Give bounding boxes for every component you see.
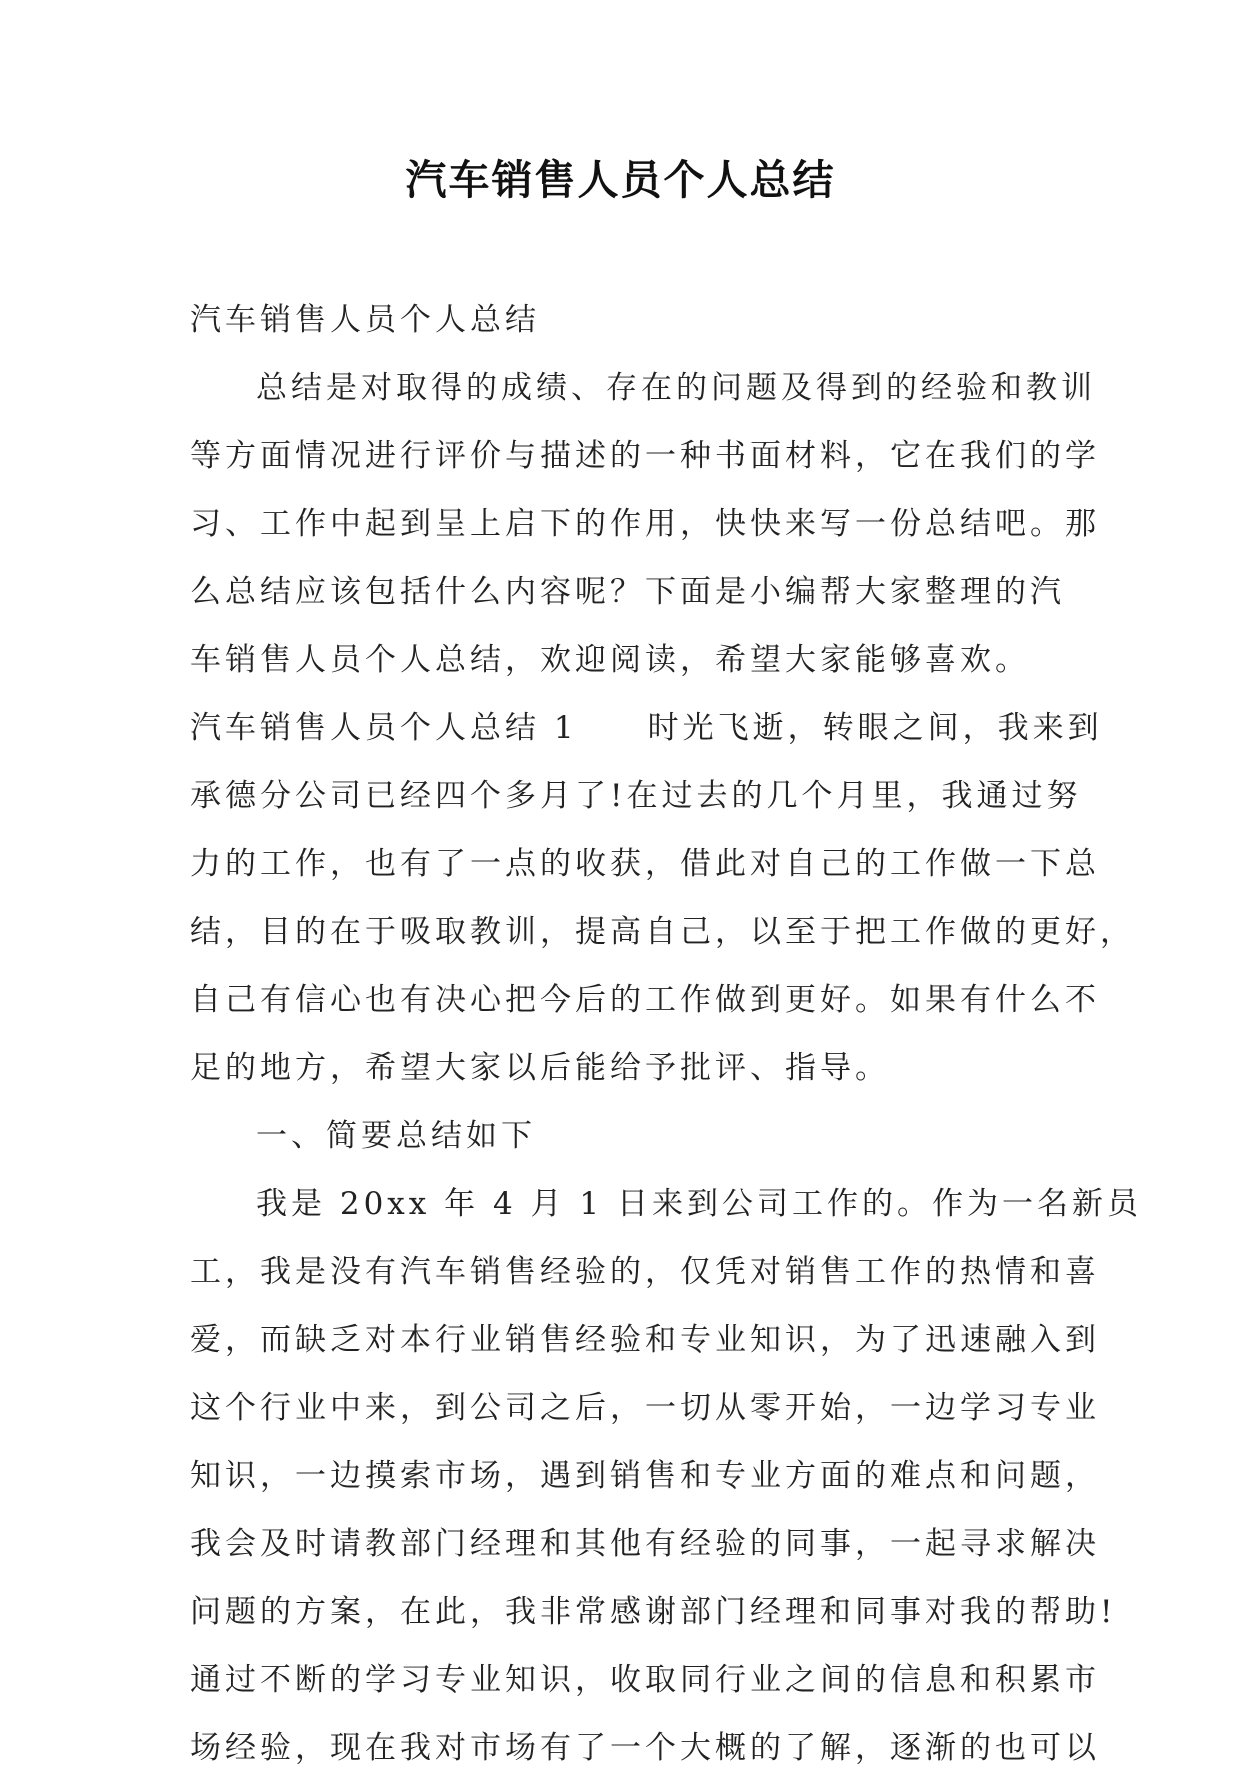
text-line: 问题的方案，在此，我非常感谢部门经理和同事对我的帮助! [190, 1594, 1117, 1630]
text-line: 习、工作中起到呈上启下的作用，快快来写一份总结吧。那 [190, 506, 1100, 542]
text-run: 时光飞逝，转眼之间，我来到 [647, 710, 1103, 746]
text-line: 我会及时请教部门经理和其他有经验的同事，一起寻求解决 [190, 1526, 1100, 1562]
text-line: 么总结应该包括什么内容呢？下面是小编帮大家整理的汽 [190, 574, 1065, 610]
text-line: 工，我是没有汽车销售经验的，仅凭对销售工作的热情和喜 [190, 1254, 1100, 1290]
section-heading: 一、简要总结如下 [256, 1118, 536, 1154]
document-title: 汽车销售人员个人总结 [405, 156, 836, 204]
text-line: 结，目的在于吸取教训，提高自己，以至于把工作做的更好， [190, 914, 1135, 950]
text-line: 等方面情况进行评价与描述的一种书面材料，它在我们的学 [190, 438, 1100, 474]
text-line: 足的地方，希望大家以后能给予批评、指导。 [190, 1050, 890, 1086]
text-line: 承德分公司已经四个多月了!在过去的几个月里，我通过努 [190, 778, 1082, 814]
text-line: 这个行业中来，到公司之后，一切从零开始，一边学习专业 [190, 1390, 1100, 1426]
text-line [190, 694, 1103, 762]
text-line: 通过不断的学习专业知识，收取同行业之间的信息和积累市 [190, 1662, 1100, 1698]
document-body [190, 286, 1142, 1782]
text-line: 力的工作，也有了一点的收获，借此对自己的工作做一下总 [190, 846, 1100, 882]
text-line: 总结是对取得的成绩、存在的问题及得到的经验和教训 [256, 370, 1096, 406]
text-line: 场经验，现在我对市场有了一个大概的了解，逐渐的也可以 [190, 1730, 1100, 1766]
text-line: 我是 20xx 年 4 月 1 日来到公司工作的。作为一名新员 [256, 1186, 1142, 1222]
text-line: 爱，而缺乏对本行业销售经验和专业知识，为了迅速融入到 [190, 1322, 1100, 1358]
text-line: 汽车销售人员个人总结 [190, 302, 540, 338]
text-line: 知识，一边摸索市场，遇到销售和专业方面的难点和问题， [190, 1458, 1100, 1494]
section-heading: 汽车销售人员个人总结 1 [190, 710, 578, 746]
text-line: 车销售人员个人总结，欢迎阅读，希望大家能够喜欢。 [190, 642, 1030, 678]
text-line: 自己有信心也有决心把今后的工作做到更好。如果有什么不 [190, 982, 1100, 1018]
